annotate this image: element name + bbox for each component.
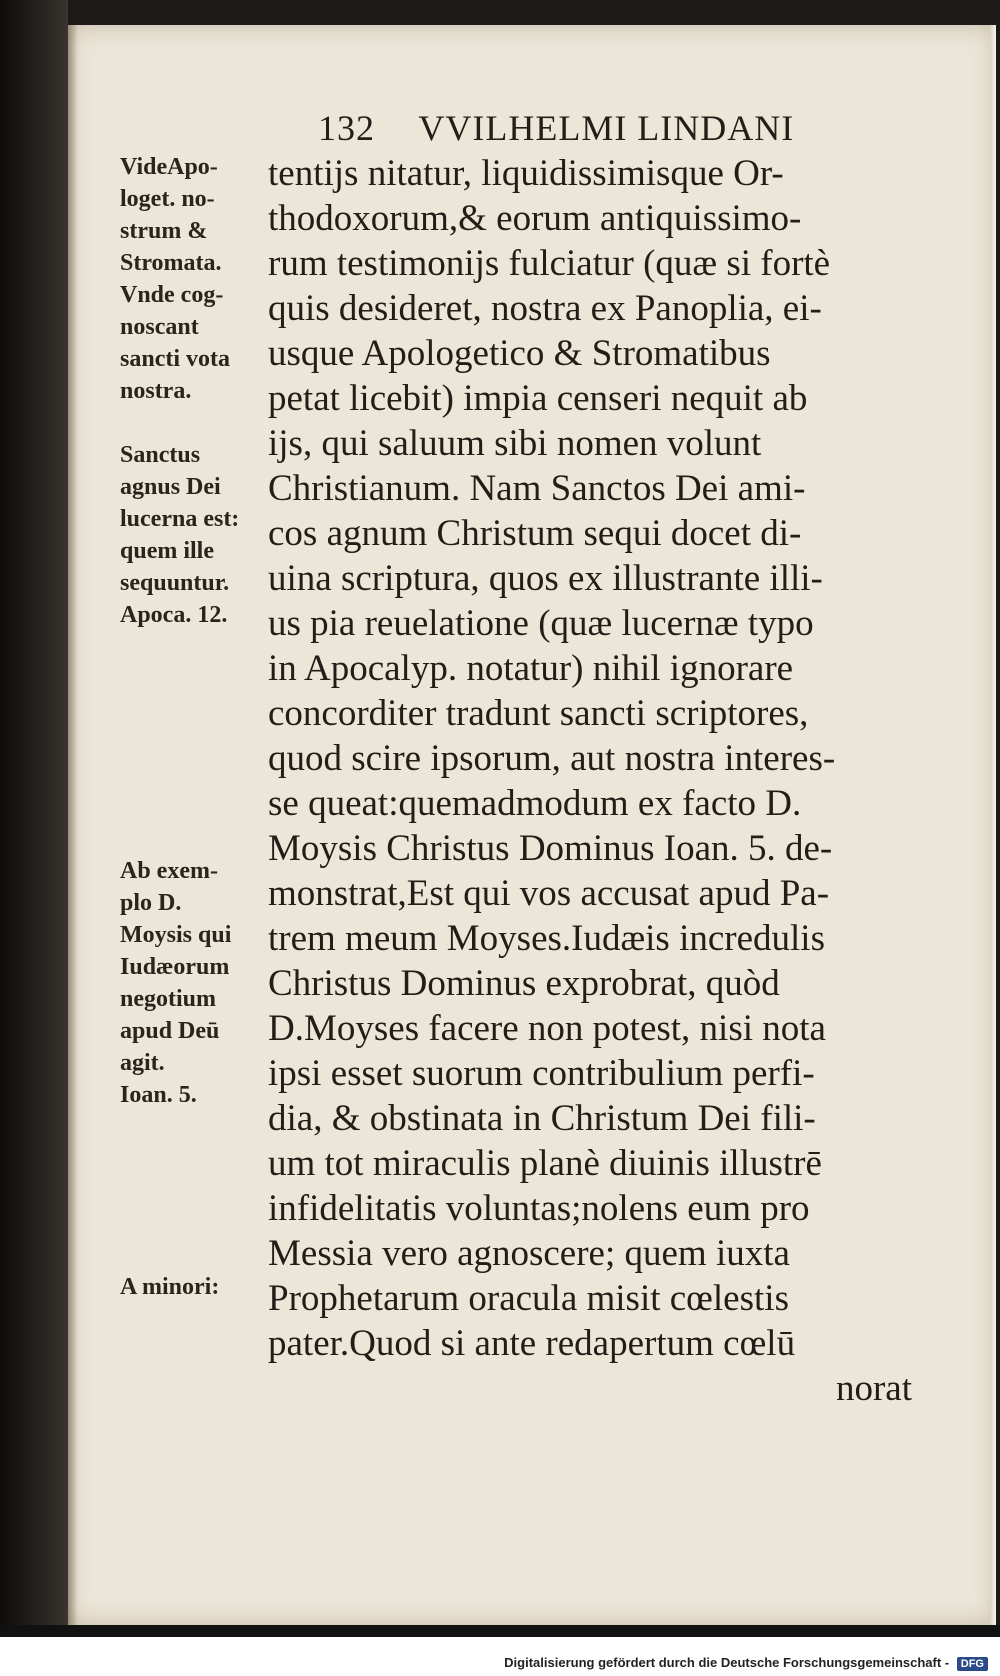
sidenote-line: sequuntur.	[120, 570, 230, 596]
sidenote-line: Ab exem-	[120, 858, 218, 884]
sidenote-line: sancti vota	[120, 346, 230, 372]
sidenote-line: Sanctus	[120, 442, 201, 468]
page-edge	[990, 25, 996, 1625]
text-line: ipsi esset suorum contribulium perfi-	[268, 1053, 815, 1094]
credit-text: Digitalisierung gefördert durch die Deutsche Forschungsgemeinschaft -	[504, 1655, 950, 1670]
text-line: quis desideret, nostra ex Panoplia, ei-	[268, 288, 822, 329]
text-line: cos agnum Christum sequi docet di-	[268, 513, 802, 554]
text-line: se queat:quemadmodum ex facto D.	[268, 783, 802, 824]
text-line: usque Apologetico & Stromatibus	[268, 333, 771, 374]
sidenote-line: lucerna est:	[120, 506, 240, 532]
running-head	[318, 107, 794, 149]
catchword: norat	[835, 1368, 912, 1409]
text-line: D.Moyses facere non potest, nisi nota	[268, 1008, 826, 1049]
marginal-notes	[120, 151, 264, 1303]
text-line: concorditer tradunt sancti scriptores,	[268, 693, 809, 734]
text-line: dia, & obstinata in Christum Dei fili-	[268, 1098, 816, 1139]
sidenote-line: loget. no-	[120, 186, 215, 212]
text-line: Prophetarum oracula misit cœlestis	[268, 1278, 789, 1319]
text-line: rum testimonijs fulciatur (quæ si fortè	[268, 243, 831, 284]
text-line: Christianum. Nam Sanctos Dei ami-	[268, 468, 806, 509]
book-page	[68, 25, 996, 1625]
footer-band	[0, 1625, 1000, 1676]
text-line: Messia vero agnoscere; quem iuxta	[268, 1233, 790, 1274]
text-line: quod scire ipsorum, aut nostra interes-	[268, 738, 836, 779]
sidenote-line: quem ille	[120, 538, 214, 564]
running-head-title: VVILHELMI LINDANI	[418, 108, 795, 148]
sidenote-line: VideApo-	[120, 154, 218, 180]
dfg-logo: DFG	[957, 1657, 988, 1671]
text-line: tentijs nitatur, liquidissimisque Or-	[268, 153, 784, 194]
body-text	[268, 151, 918, 1411]
text-line: monstrat,Est qui vos accusat apud Pa-	[268, 873, 830, 914]
text-line: us pia reuelatione (quæ lucernæ typo	[268, 603, 814, 644]
digitization-credit	[504, 1655, 988, 1671]
text-line: uina scriptura, quos ex illustrante illi-	[268, 558, 823, 599]
text-line: Moysis Christus Dominus Ioan. 5. de-	[268, 828, 833, 869]
sidenote-line: Stromata.	[120, 250, 222, 276]
text-line: in Apocalyp. notatur) nihil ignorare	[268, 648, 794, 689]
sidenote-line: plo D.	[120, 890, 182, 916]
text-line: Christus Dominus exprobrat, quòd	[268, 963, 780, 1004]
sidenote-line: apud Deū	[120, 1018, 220, 1044]
sidenote-line: Apoca. 12.	[120, 602, 228, 628]
book-edge	[0, 0, 68, 1676]
sidenote-line: Vnde cog-	[120, 282, 224, 308]
text-line: infidelitatis voluntas;nolens eum pro	[268, 1188, 810, 1229]
sidenote-line: Iudæorum	[120, 954, 230, 980]
sidenote-line: noscant	[120, 314, 199, 340]
sidenote-line: agit.	[120, 1050, 165, 1076]
page-number: 132	[318, 108, 375, 148]
text-line: petat licebit) impia censeri nequit ab	[268, 378, 808, 419]
sidenote-line: strum &	[120, 218, 208, 244]
sidenote-line: nostra.	[120, 378, 192, 404]
text-line: ijs, qui saluum sibi nomen volunt	[268, 423, 762, 464]
text-line: pater.Quod si ante redapertum cœlū	[268, 1323, 796, 1364]
sidenote-line: negotium	[120, 986, 216, 1012]
gutter-shadow	[68, 25, 78, 1625]
text-line: trem meum Moyses.Iudæis incredulis	[268, 918, 825, 959]
sidenote-line: agnus Dei	[120, 474, 221, 500]
sidenote-line: Moysis qui	[120, 922, 232, 948]
sidenote-line: A minori:	[120, 1274, 220, 1300]
sidenote-line: Ioan. 5.	[120, 1082, 197, 1108]
text-line: thodoxorum,& eorum antiquissimo-	[268, 198, 802, 239]
scan-border	[0, 1625, 1000, 1637]
text-line: um tot miraculis planè diuinis illustrē	[268, 1143, 822, 1184]
